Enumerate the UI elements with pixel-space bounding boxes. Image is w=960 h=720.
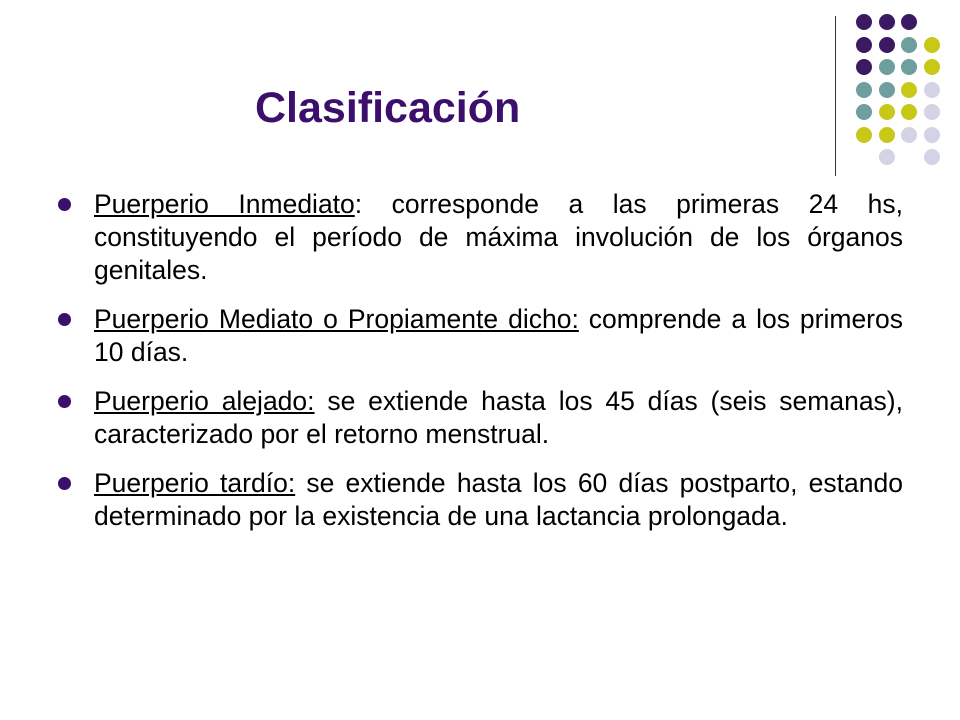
decorative-dot: [856, 37, 872, 53]
bullet-term: Puerperio Mediato o Propiamente dicho:: [94, 304, 579, 334]
bullet-text: se extiende hasta los 45 días (seis semanas), caracterizado por el retorno menstrual.: [94, 386, 903, 449]
bullet-marker: [58, 198, 71, 211]
bullet-term: Puerperio Inmediato: [94, 189, 355, 219]
bullet-text: : corresponde a las primeras 24 hs, constituyendo el período de máxima involución de los órganos genitales.: [94, 189, 903, 285]
bullet-item-alejado: [58, 385, 903, 451]
decorative-dot: [901, 14, 917, 30]
decorative-dot: [924, 37, 940, 53]
bullet-marker: [58, 313, 71, 326]
bullet-item-tardio: [58, 467, 903, 533]
decorative-dot: [901, 37, 917, 53]
decorative-dot-grid: [0, 0, 960, 160]
decorative-dot: [924, 104, 940, 120]
decorative-dot: [879, 37, 895, 53]
slide-title: Clasificación: [255, 84, 521, 132]
decorative-vertical-line: [835, 16, 836, 176]
decorative-dot: [879, 149, 895, 165]
decorative-dot: [924, 59, 940, 75]
decorative-dot: [879, 82, 895, 98]
decorative-dot: [879, 59, 895, 75]
decorative-dot: [901, 82, 917, 98]
decorative-dot: [856, 104, 872, 120]
decorative-dot: [856, 82, 872, 98]
decorative-dot: [924, 82, 940, 98]
bullet-item-mediato: [58, 303, 903, 369]
decorative-dot: [901, 59, 917, 75]
decorative-dot: [879, 104, 895, 120]
decorative-dot: [856, 59, 872, 75]
decorative-dot: [901, 127, 917, 143]
bullet-marker: [58, 477, 71, 490]
bullet-list: [58, 188, 903, 549]
bullet-text: se extiende hasta los 60 días postparto, estando determinado por la existencia de una lactancia prolongada.: [94, 468, 903, 531]
decorative-dot: [879, 14, 895, 30]
bullet-item-inmediato: [58, 188, 903, 287]
decorative-dot: [879, 127, 895, 143]
bullet-term: Puerperio tardío:: [94, 468, 296, 498]
bullet-term: Puerperio alejado:: [94, 386, 315, 416]
decorative-dot: [924, 127, 940, 143]
decorative-dot: [856, 127, 872, 143]
bullet-text: comprende a los primeros 10 días.: [94, 304, 903, 367]
decorative-dot: [924, 149, 940, 165]
bullet-marker: [58, 395, 71, 408]
decorative-dot: [901, 104, 917, 120]
decorative-dot: [856, 14, 872, 30]
